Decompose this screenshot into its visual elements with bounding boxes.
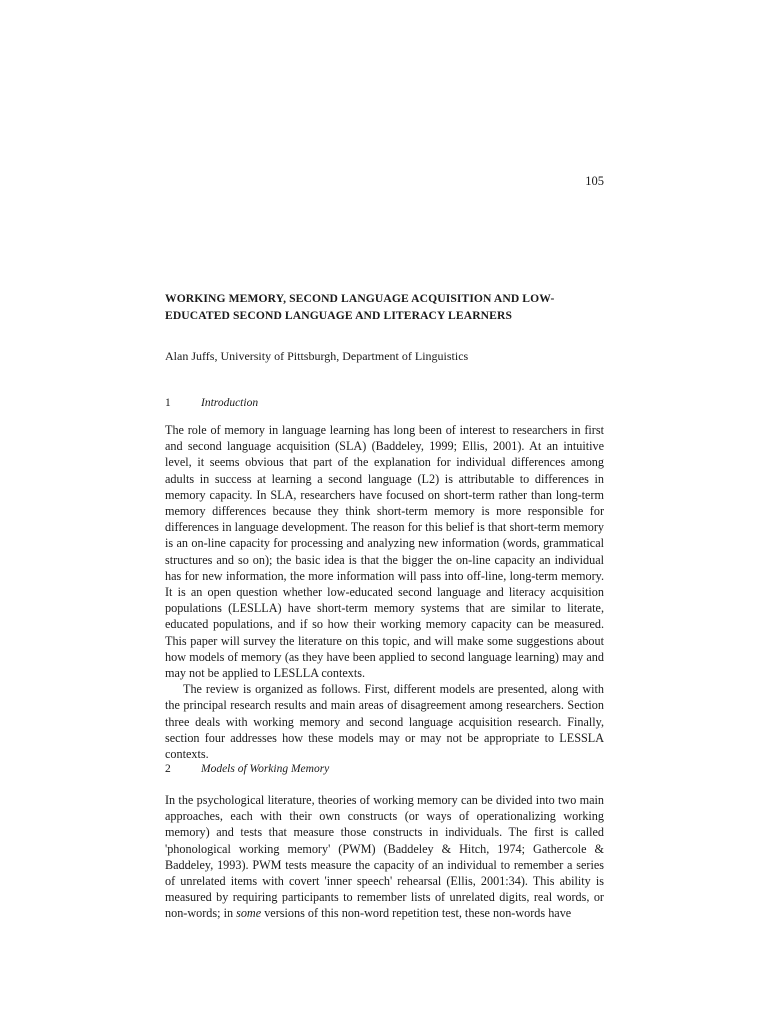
- author-affiliation: Alan Juffs, University of Pittsburgh, Department of Linguistics: [165, 349, 469, 363]
- section-title: Introduction: [201, 397, 259, 409]
- introduction-body: [165, 422, 604, 762]
- models-body: [165, 792, 604, 922]
- article-title: WORKING MEMORY, SECOND LANGUAGE ACQUISITION AND LOW-EDUCATED SECOND LANGUAGE AND LITERACY LEARNERS: [165, 292, 555, 322]
- paragraph: The review is organized as follows. First, different models are presented, along with the principal research results and main areas of disagreement among researchers. Section three deals with working memory and second language acquisition research. Finally, section four addresses how these models may or may not be appropriate to LESSLA contexts.: [165, 682, 604, 762]
- emphasis-text: some: [236, 906, 262, 921]
- section-title: Models of Working Memory: [201, 763, 330, 775]
- paragraph-text: In the psychological literature, theories of working memory can be divided into two main approaches, each with their own constructs (or ways of operationalizing working memory) and tests that measure those constructs in individuals. The first is called 'phonological working memory' (PWM) (Baddeley & Hitch, 1974; Gathercole & Baddeley, 1993). PWM tests measure the capacity of an individual to remember a series of unrelated items with covert 'inner speech' rehearsal (Ellis, 2001:34). This ability is measured by requiring participants to remember lists of unrelated digits, real words, or non-words; in: [165, 793, 604, 921]
- section-number: 2: [165, 763, 171, 775]
- paragraph: The role of memory in language learning has long been of interest to researchers in first and second language acquisition (SLA) (Baddeley, 1999; Ellis, 2001). At an intuitive level, it seems obvious that part of the explanation for individual differences among adults in success at learning a second language (L2) is attributable to differences in memory capacity. In SLA, researchers have focused on short-term rather than long-term memory differences because they think short-term memory is more responsible for differences in language development. The reason for this belief is that short-term memory is an on-line capacity for processing and analyzing new information (words, grammatical structures and so on); the basic idea is that the bigger the on-line capacity an individual has for new information, the more information will pass into off-line, long-term memory. It is an open question whether low-educated second language and literacy acquisition populations (LESLLA) have short-term memory systems that are similar to literate, educated populations, and if so how their working memory capacity can be measured. This paper will survey the literature on this topic, and will make some suggestions about how models of memory (as they have been applied to second language learning) may and may not be applied to LESLLA contexts.: [165, 423, 604, 681]
- paragraph-text: versions of this non-word repetition test, these non-words have: [261, 906, 572, 921]
- section-heading-introduction: [165, 395, 605, 411]
- page-number: 105: [585, 174, 604, 188]
- paragraph: [165, 792, 604, 922]
- section-heading-models: [165, 761, 605, 777]
- section-number: 1: [165, 397, 171, 409]
